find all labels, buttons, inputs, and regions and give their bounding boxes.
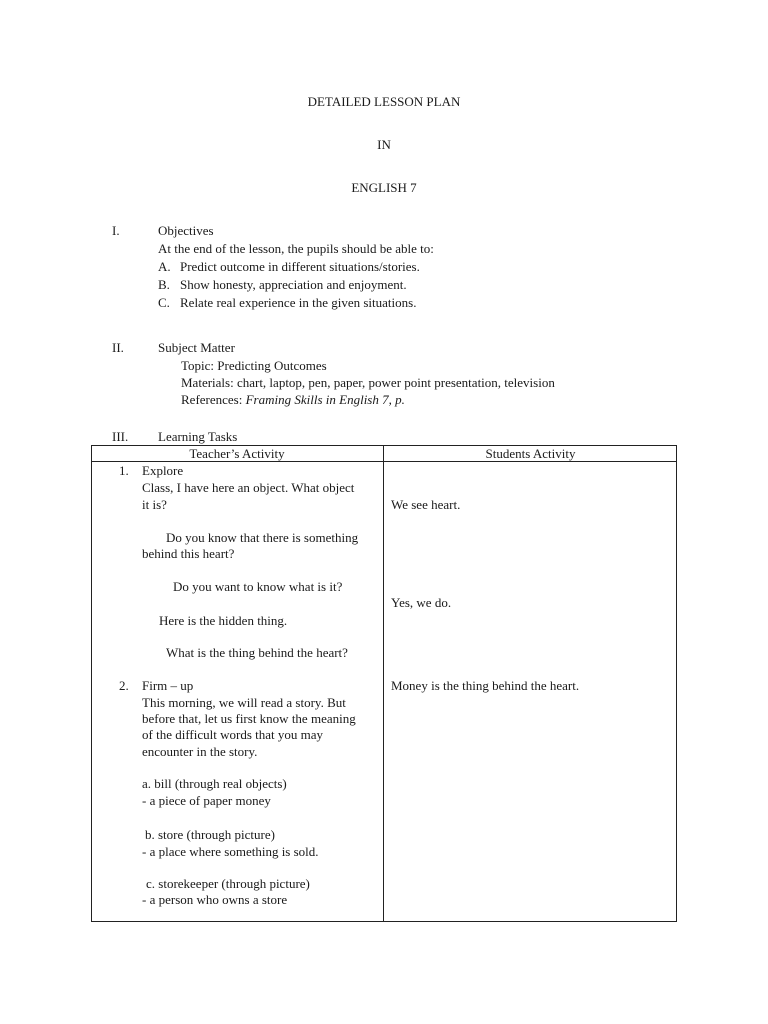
teacher-explore-heading: Explore [142, 463, 184, 478]
section-numeral-objectives: I. [112, 223, 120, 238]
section-title-subject: Subject Matter [158, 340, 235, 355]
objectives-intro: At the end of the lesson, the pupils should be able to: [158, 241, 434, 256]
student-response: Money is the thing behind the heart. [391, 678, 580, 693]
teacher-line: Do you know that there is something [166, 530, 359, 545]
vocab-definition-store: - a place where something is sold. [142, 844, 319, 859]
section-title-tasks: Learning Tasks [158, 429, 238, 444]
section-numeral-subject: II. [112, 340, 124, 355]
teacher-line: it is? [142, 497, 167, 512]
objective-text-b: Show honesty, appreciation and enjoyment. [180, 277, 407, 292]
teacher-item-number-2: 2. [119, 678, 129, 693]
teacher-line: of the difficult words that you may [142, 727, 324, 742]
table-column-divider [383, 445, 384, 922]
student-response: We see heart. [391, 497, 461, 512]
section-title-objectives: Objectives [158, 223, 214, 238]
title-line-2: IN [377, 137, 391, 152]
subject-topic: Topic: Predicting Outcomes [181, 358, 327, 373]
student-response: Yes, we do. [391, 595, 452, 610]
vocab-item-bill: a. bill (through real objects) [142, 776, 287, 791]
teacher-line: What is the thing behind the heart? [166, 645, 348, 660]
vocab-definition-bill: - a piece of paper money [142, 793, 271, 808]
teacher-line: before that, let us first know the meaning [142, 711, 356, 726]
teacher-line: encounter in the story. [142, 744, 258, 759]
teacher-item-number-1: 1. [119, 463, 129, 478]
vocab-item-store: b. store (through picture) [145, 827, 275, 842]
section-numeral-tasks: III. [112, 429, 129, 444]
teacher-line: Class, I have here an object. What object [142, 480, 355, 495]
objective-letter-c: C. [158, 295, 170, 310]
references-label: References: [181, 392, 246, 407]
subject-references [181, 391, 405, 408]
teacher-line: behind this heart? [142, 546, 235, 561]
column-header-teacher: Teacher’s Activity [189, 446, 285, 461]
vocab-item-storekeeper: c. storekeeper (through picture) [146, 876, 310, 891]
vocab-definition-storekeeper: - a person who owns a store [142, 892, 288, 907]
objective-letter-b: B. [158, 277, 170, 292]
teacher-line: Do you want to know what is it? [173, 579, 343, 594]
references-value: Framing Skills in English 7, p. [245, 392, 405, 407]
objective-text-a: Predict outcome in different situations/stories. [180, 259, 420, 274]
objective-text-c: Relate real experience in the given situations. [180, 295, 417, 310]
teacher-line: This morning, we will read a story. But [142, 695, 346, 710]
objective-letter-a: A. [158, 259, 171, 274]
subject-materials: Materials: chart, laptop, pen, paper, power point presentation, television [181, 375, 555, 390]
teacher-line: Here is the hidden thing. [159, 613, 288, 628]
column-header-students: Students Activity [485, 446, 576, 461]
title-line-1: DETAILED LESSON PLAN [307, 94, 461, 109]
title-line-3: ENGLISH 7 [351, 180, 417, 195]
teacher-firmup-heading: Firm – up [142, 678, 194, 693]
